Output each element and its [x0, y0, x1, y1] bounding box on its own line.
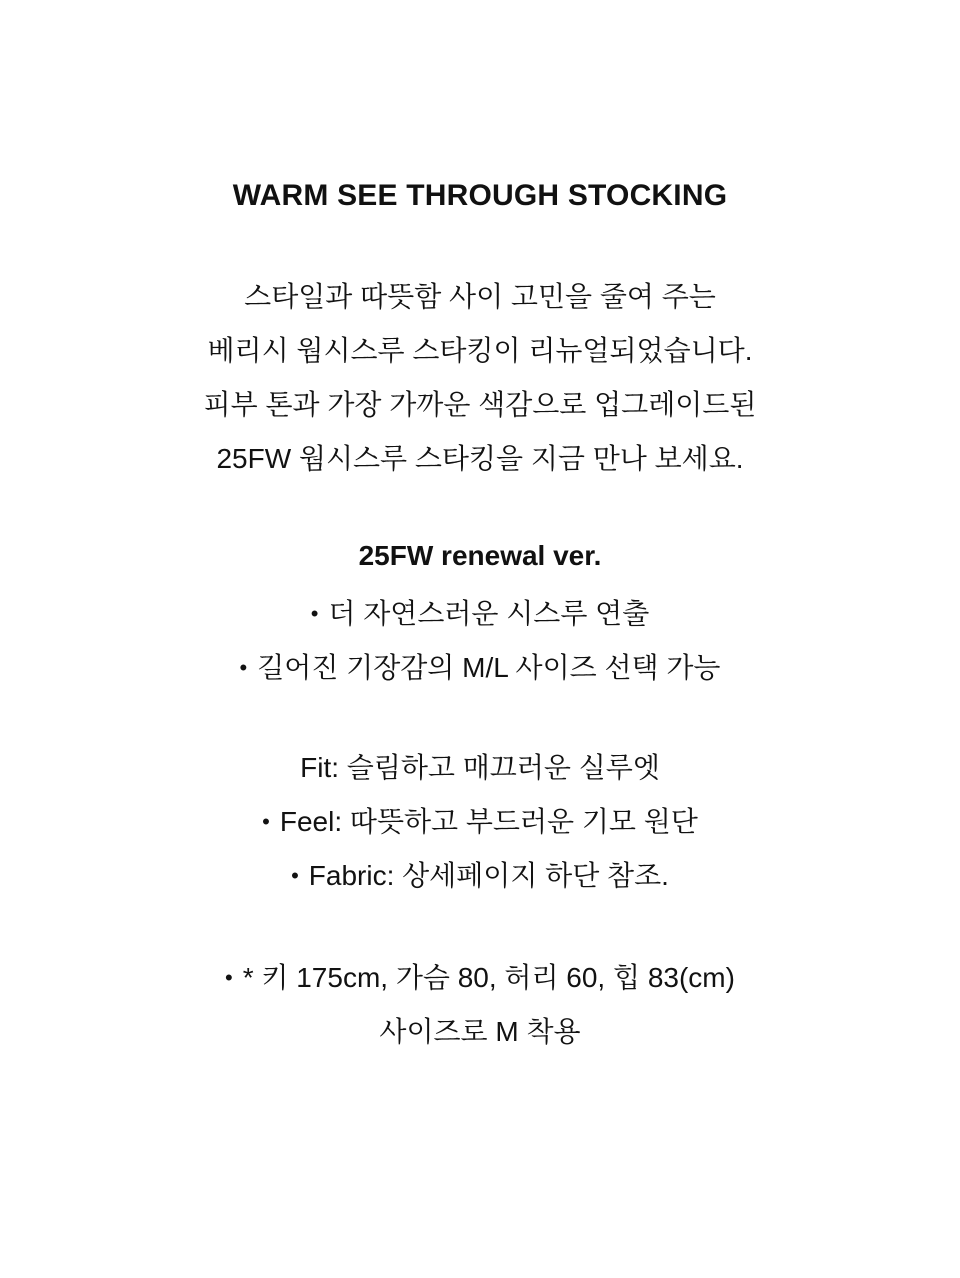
bullet-icon: • [310, 601, 319, 626]
model-size-note-line-2: 사이즈로 M 착용 [379, 1016, 581, 1047]
model-size-note-text: * 키 175cm, 가슴 80, 허리 60, 힙 83(cm) [242, 962, 735, 993]
list-item [240, 587, 721, 641]
list-item [240, 641, 721, 695]
model-size-note [225, 951, 735, 1059]
bullet-icon: • [225, 965, 233, 990]
list-item-label: 길어진 기장감의 M/L 사이즈 선택 가능 [257, 652, 721, 683]
bullet-icon: • [239, 655, 248, 680]
renewal-heading: 25FW renewal ver. [358, 540, 602, 571]
intro-line-2: 베리시 웜시스루 스타킹이 리뉴얼되었습니다. [207, 335, 753, 366]
spec-list [262, 795, 698, 903]
list-item-label: 더 자연스러운 시스루 연출 [328, 598, 650, 629]
intro-paragraph [204, 270, 757, 486]
list-item-label: Feel: 따뜻하고 부드러운 기모 원단 [279, 806, 698, 837]
list-item [262, 849, 698, 903]
renewal-list [240, 587, 721, 695]
page-title: WARM SEE THROUGH STOCKING [232, 179, 728, 212]
spec-fit: Fit: 슬림하고 매끄러운 실루엣 [300, 752, 660, 783]
bullet-icon: • [291, 863, 299, 888]
intro-line-3: 피부 톤과 가장 가까운 색감으로 업그레이드된 [203, 389, 757, 420]
list-item [262, 795, 698, 849]
list-item-label: Fabric: 상세페이지 하단 참조. [308, 860, 669, 891]
model-size-note-line-1 [225, 951, 735, 1005]
bullet-icon: • [262, 809, 270, 834]
intro-line-4: 25FW 웜시스루 스타킹을 지금 만나 보세요. [216, 443, 744, 474]
intro-line-1: 스타일과 따뜻함 사이 고민을 줄여 주는 [244, 281, 716, 312]
